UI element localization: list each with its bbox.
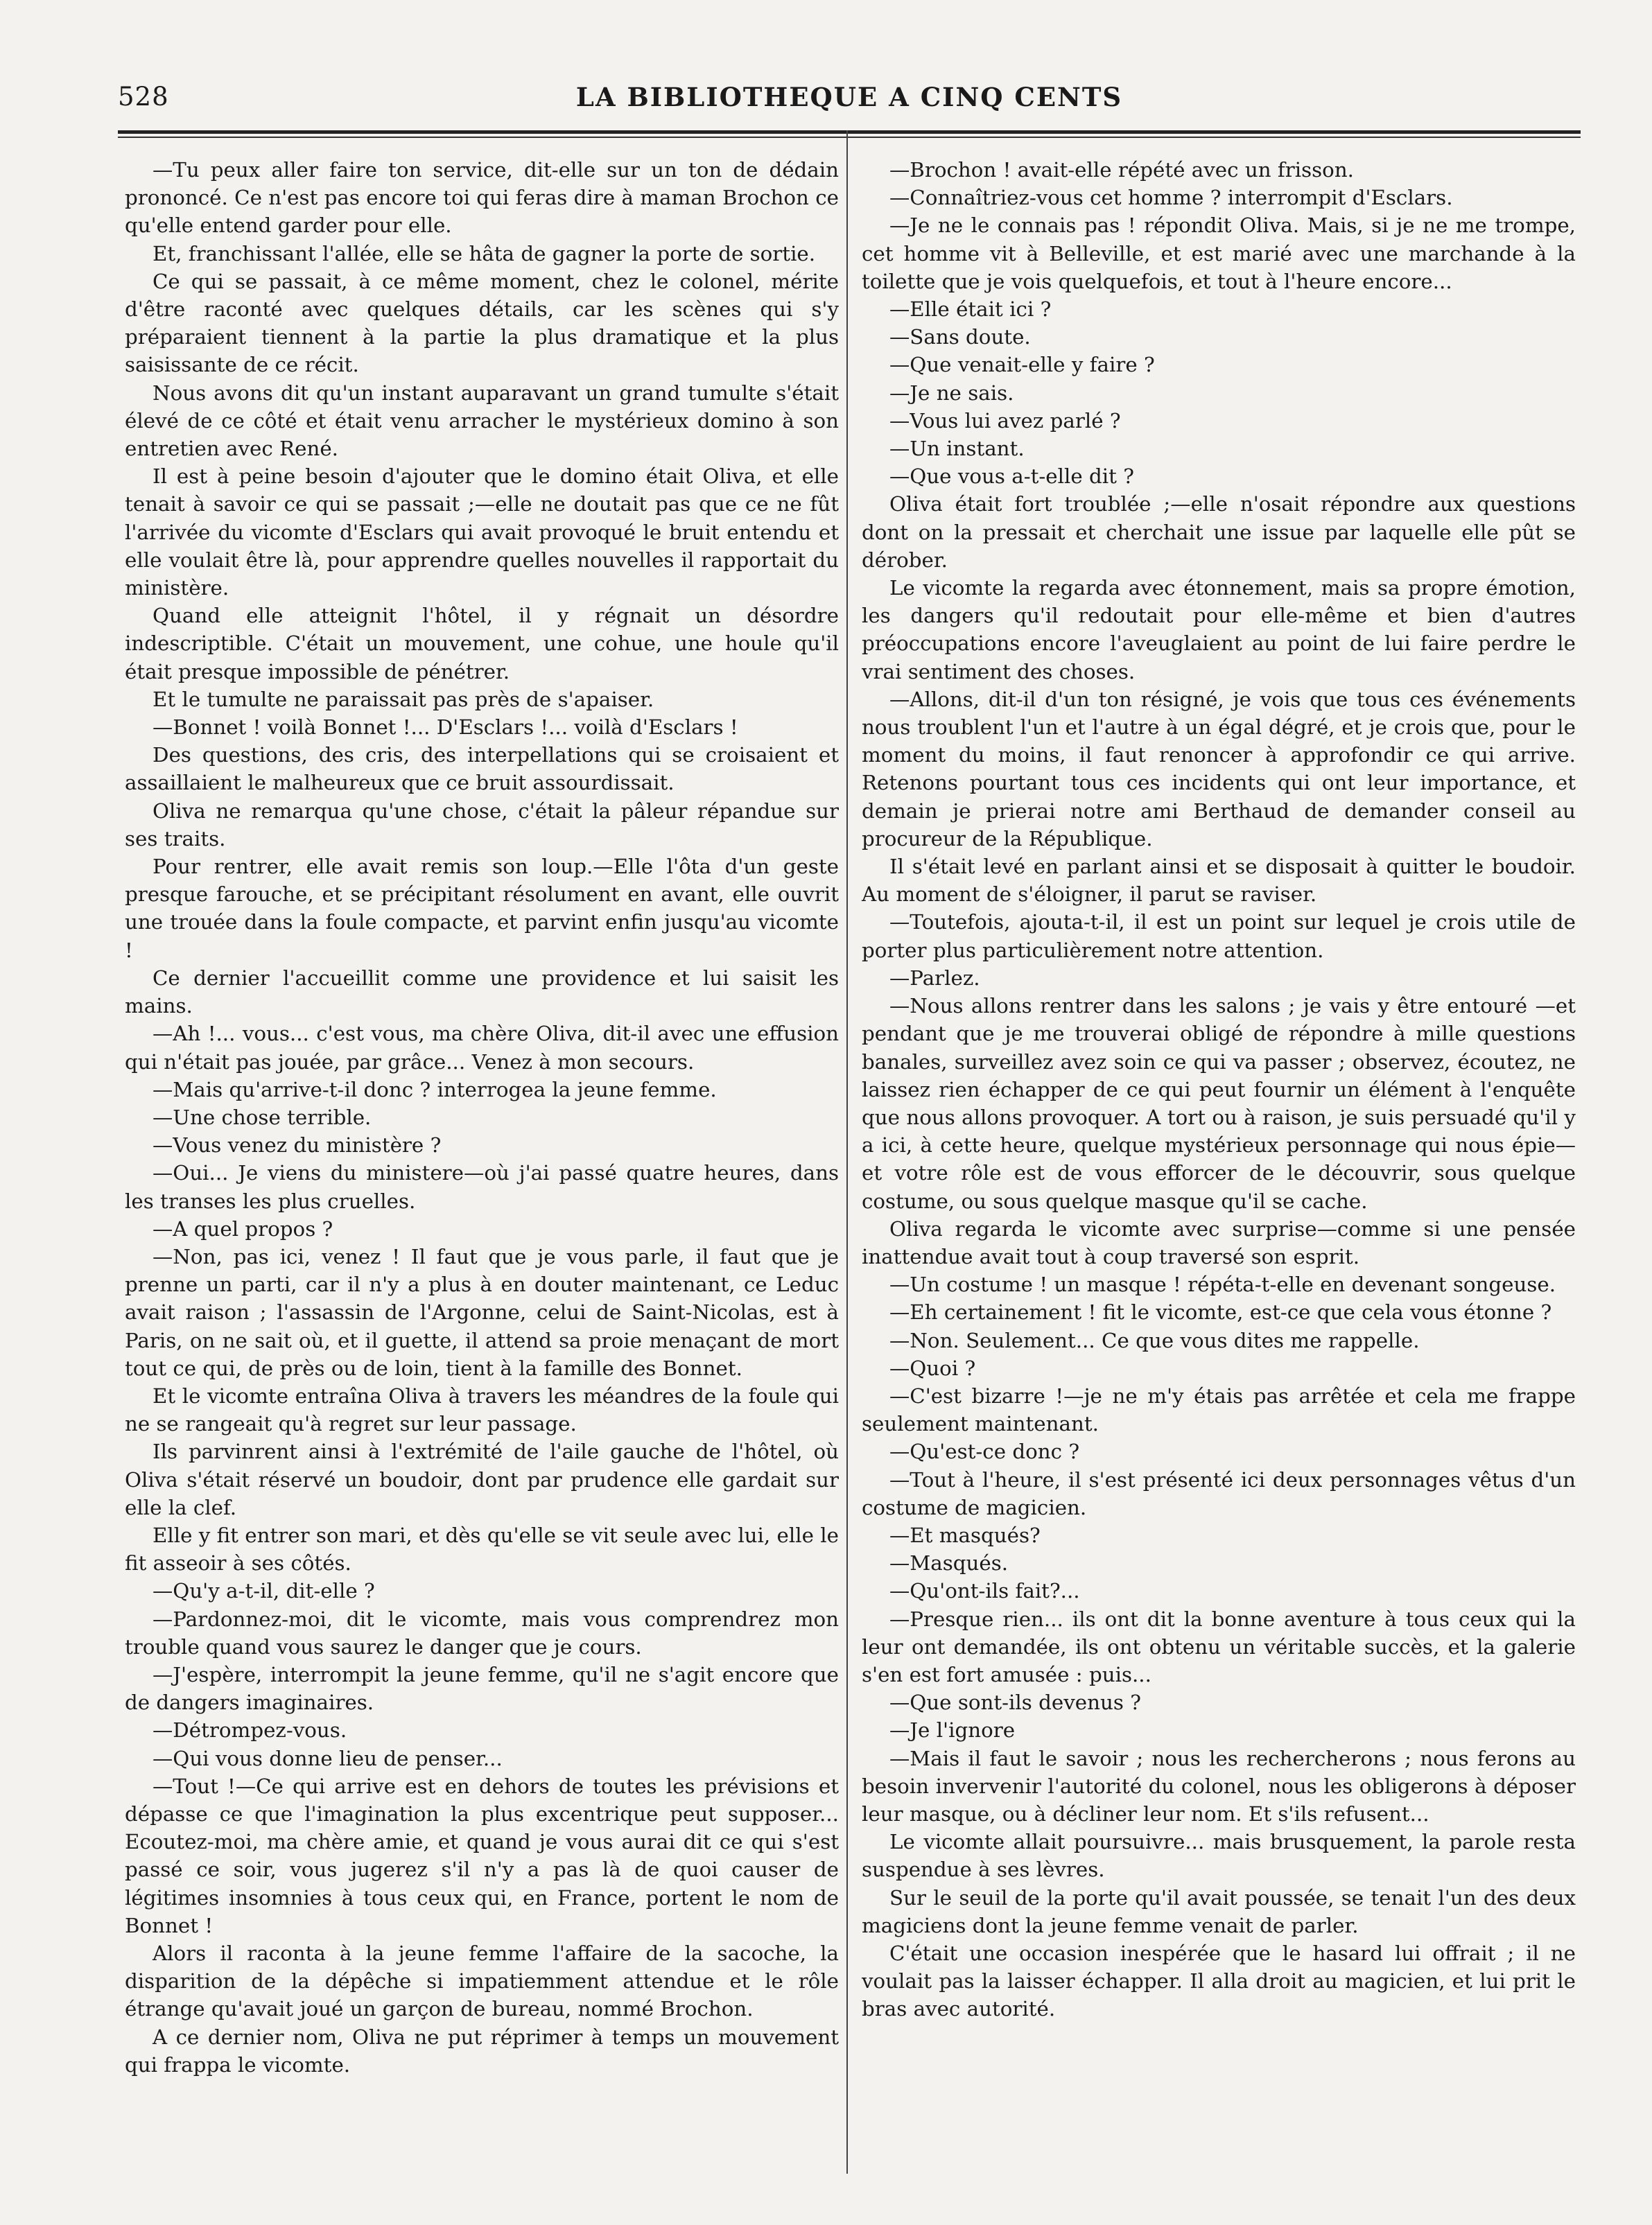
paragraph: —Que sont-ils devenus ? — [889, 1691, 1141, 1715]
paragraph: —Je ne sais. — [889, 381, 1014, 405]
paragraph: Il est à peine besoin d'ajouter que le domino était Oliva, et elle tenait à savoir ce qui se passait ;—elle ne doutait pas que ce ne fût l'arrivée du vicomte d'Esclars qui avait provoqué le bruit entendu et elle voulait être là, pour apprendre quelles nouvelles il rapportait du ministère. — [125, 464, 839, 600]
paragraph: —Nous allons rentrer dans les salons ; je vais y être entouré —et pendant que je me trouverai obligé de répondre à mille questions banales, surveillez avez soin ce qui va passer ; observez, écoutez, ne laissez rien échapper de ce qui peut fournir un élément à l'enquête que nous allons provoquer. A tort ou à raison, je suis persuadé qu'il y a ici, à cette heure, quelque mystérieux personnage qui nous épie—et votre rôle est de vous efforcer de le découvrir, sous quelque costume, ou sous quelque masque qu'il se cache. — [862, 994, 1576, 1213]
paragraph: —Ah !... vous... c'est vous, ma chère Oliva, dit-il avec une effusion qui n'était pas jouée, par grâce... Venez à mon secours. — [125, 1022, 839, 1074]
paragraph: —Tu peux aller faire ton service, dit-elle sur un ton de dédain prononcé. Ce n'est pas encore toi qui feras dire à maman Brochon ce qu'elle entend garder pour elle. — [125, 158, 839, 238]
paragraph: —Parlez. — [889, 966, 980, 990]
paragraph: Pour rentrer, elle avait remis son loup.—Elle l'ôta d'un geste presque farouche, et se précipitant résolument en avant, elle ouvrit une trouée dans la foule compacte, et parvint enfin jusqu'au vicomte ! — [125, 855, 839, 962]
paragraph: —Je ne le connais pas ! répondit Oliva. Mais, si je ne me trompe, cet homme vit à Belleville, et est marié avec une marchande à la toilette que je vois quelquefois, et tout à l'heure encore... — [862, 213, 1576, 293]
paragraph: —Allons, dit-il d'un ton résigné, je vois que tous ces événements nous troublent l'un et l'autre à un égal dégré, et je crois que, pour le moment du moins, il faut renoncer à approfondir ce qui arrive. Retenons pourtant tous ces incidents qui ont leur importance, et demain je prierai notre ami Berthaud de demander conseil au procureur de la République. — [862, 687, 1576, 850]
paragraph: —Bonnet ! voilà Bonnet !... D'Esclars !... voilà d'Esclars ! — [153, 715, 738, 740]
running-title: LA BIBLIOTHEQUE A CINQ CENTS — [575, 82, 1123, 112]
header-rule-thin — [118, 137, 1581, 138]
header-rule — [118, 130, 1581, 134]
paragraph: —Non. Seulement... Ce que vous dites me rappelle. — [889, 1328, 1420, 1352]
paragraph: Ce qui se passait, à ce même moment, chez le colonel, mérite d'être raconté avec quelques détails, car les scènes qui s'y préparaient tiennent à la partie la plus dramatique et la plus saisissante de ce récit. — [125, 269, 839, 377]
page-header — [118, 82, 1581, 123]
paragraph: Ils parvinrent ainsi à l'extrémité de l'aile gauche de l'hôtel, où Oliva s'était réservé un boudoir, dont par prudence elle gardait sur elle la clef. — [125, 1440, 839, 1519]
paragraph: —Toutefois, ajouta-t-il, il est un point sur lequel je crois utile de porter plus particulièrement notre attention. — [862, 910, 1576, 962]
paragraph: —A quel propos ? — [153, 1216, 333, 1241]
paragraph: Et le tumulte ne paraissait pas près de s'apaiser. — [153, 687, 654, 711]
paragraph: —Pardonnez-moi, dit le vicomte, mais vous comprendrez mon trouble quand vous saurez le danger que je cours. — [125, 1607, 839, 1659]
paragraph: —Vous lui avez parlé ? — [889, 408, 1121, 433]
column-divider — [846, 130, 848, 2174]
paragraph: Nous avons dit qu'un instant auparavant un grand tumulte s'était élevé de ce côté et était venu arracher le mystérieux domino à son entretien avec René. — [125, 381, 839, 461]
paragraph: Le vicomte la regarda avec étonnement, mais sa propre émotion, les dangers qu'il redoutait pour elle-même et bien d'autres préoccupations encore l'aveuglaient au point de lui faire perdre le vrai sentiment des choses. — [862, 576, 1576, 683]
paragraph: —Tout !—Ce qui arrive est en dehors de toutes les prévisions et dépasse ce que l'imagination la plus excentrique peut supposer... Ecoutez-moi, ma chère amie, et quand je vous aurai dit ce qui s'est passé ce soir, vous jugerez s'il n'y a pas là de quoi causer de légitimes insomnies à tous ceux qui, en France, portent le nom de Bonnet ! — [125, 1774, 839, 1937]
paragraph: —Que vous a-t-elle dit ? — [889, 464, 1134, 489]
paragraph: —Presque rien... ils ont dit la bonne aventure à tous ceux qui la leur ont demandée, ils ont obtenu un véritable succès, et la galerie s'en est fort amusée : puis... — [862, 1607, 1576, 1686]
paragraph: —Une chose terrible. — [153, 1105, 372, 1129]
paragraph: —Qui vous donne lieu de penser... — [153, 1746, 503, 1770]
paragraph: —Un instant. — [889, 437, 1025, 461]
paragraph: —C'est bizarre !—je ne m'y étais pas arrêtée et cela me frappe seulement maintenant. — [862, 1384, 1576, 1436]
paragraph: Et, franchissant l'allée, elle se hâta de gagner la porte de sortie. — [153, 241, 816, 265]
paragraph: —Non, pas ici, venez ! Il faut que je vous parle, il faut que je prenne un parti, car il n'y a plus à en douter maintenant, ce Leduc avait raison ; l'assassin de l'Argonne, celui de Saint-Nicolas, est à Paris, on ne sait où, et il guette, il attend sa proie menaçant de mort tout ce qui, de près ou de loin, tient à la famille des Bonnet. — [125, 1244, 839, 1380]
page-number: 528 — [118, 82, 169, 112]
paragraph: Elle y fit entrer son mari, et dès qu'elle se vit seule avec lui, elle le fit asseoir à ses côtés. — [125, 1523, 839, 1576]
paragraph: —Que venait-elle y faire ? — [889, 353, 1155, 377]
paragraph: Sur le seuil de la porte qu'il avait poussée, se tenait l'un des deux magiciens dont la jeune femme venait de parler. — [862, 1885, 1576, 1937]
paragraph: —Qu'est-ce donc ? — [889, 1440, 1080, 1464]
paragraph: —Eh certainement ! fit le vicomte, est-ce que cela vous étonne ? — [889, 1300, 1552, 1325]
paragraph: Alors il raconta à la jeune femme l'affaire de la sacoche, la disparition de la dépêche si impatiemment attendue et le rôle étrange qu'avait joué un garçon de bureau, nommé Brochon. — [125, 1942, 839, 2021]
paragraph: —Et masqués? — [889, 1523, 1041, 1547]
paragraph: —Qu'y a-t-il, dit-elle ? — [153, 1579, 375, 1603]
paragraph: —Je l'ignore — [889, 1718, 1016, 1743]
paragraph: Oliva regarda le vicomte avec surprise—comme si une pensée inattendue avait tout à coup traversé son esprit. — [862, 1216, 1576, 1268]
paragraph: —Sans doute. — [889, 325, 1031, 349]
paragraph: —Masqués. — [889, 1551, 1009, 1576]
paragraph: —Elle était ici ? — [889, 297, 1052, 322]
paragraph: —Qu'ont-ils fait?... — [889, 1579, 1080, 1603]
paragraph: Il s'était levé en parlant ainsi et se disposait à quitter le boudoir. Au moment de s'éloigner, il parut se raviser. — [862, 855, 1576, 907]
paragraph: —Mais qu'arrive-t-il donc ? interrogea la jeune femme. — [153, 1077, 717, 1101]
paragraph: Ce dernier l'accueillit comme une providence et lui saisit les mains. — [125, 966, 839, 1018]
paragraph: C'était une occasion inespérée que le hasard lui offrait ; il ne voulait pas la laisser échapper. Il alla droit au magicien, et lui prit le bras avec autorité. — [862, 1942, 1576, 2021]
right-column — [862, 156, 1576, 2023]
paragraph: —Vous venez du ministère ? — [153, 1133, 442, 1158]
paragraph: —Oui... Je viens du ministere—où j'ai passé quatre heures, dans les transes les plus cruelles. — [125, 1161, 839, 1213]
paragraph: —Tout à l'heure, il s'est présenté ici deux personnages vêtus d'un costume de magicien. — [862, 1467, 1576, 1519]
paragraph: Et le vicomte entraîna Oliva à travers les méandres de la foule qui ne se rangeait qu'à regret sur leur passage. — [125, 1384, 839, 1436]
paragraph: Quand elle atteignit l'hôtel, il y régnait un désordre indescriptible. C'était un mouvement, une cohue, une houle qu'il était presque impossible de pénétrer. — [125, 604, 839, 683]
paragraph: —Brochon ! avait-elle répété avec un frisson. — [889, 158, 1354, 182]
paragraph: A ce dernier nom, Oliva ne put réprimer à temps un mouvement qui frappa le vicomte. — [125, 2025, 839, 2077]
paragraph: —Connaîtriez-vous cet homme ? interrompit d'Esclars. — [889, 186, 1453, 210]
left-column — [125, 156, 839, 2079]
paragraph: —Mais il faut le savoir ; nous les rechercherons ; nous ferons au besoin invervenir l'autorité du colonel, nous les obligerons à déposer leur masque, ou à décliner leur nom. Et s'ils refusent... — [862, 1746, 1576, 1826]
paragraph: —Détrompez-vous. — [153, 1718, 347, 1743]
paragraph: Des questions, des cris, des interpellations qui se croisaient et assaillaient le malheureux que ce bruit assourdissait. — [125, 743, 839, 795]
paragraph: Oliva était fort troublée ;—elle n'osait répondre aux questions dont on la pressait et cherchait une issue par laquelle elle pût se dérober. — [862, 492, 1576, 572]
paragraph: —Un costume ! un masque ! répéta-t-elle en devenant songeuse. — [889, 1273, 1556, 1297]
paragraph: —J'espère, interrompit la jeune femme, qu'il ne s'agit encore que de dangers imaginaires. — [125, 1662, 839, 1715]
paragraph: Le vicomte allait poursuivre... mais brusquement, la parole resta suspendue à ses lèvres. — [862, 1830, 1576, 1882]
paragraph: —Quoi ? — [889, 1356, 976, 1380]
paragraph: Oliva ne remarqua qu'une chose, c'était la pâleur répandue sur ses traits. — [125, 799, 839, 850]
